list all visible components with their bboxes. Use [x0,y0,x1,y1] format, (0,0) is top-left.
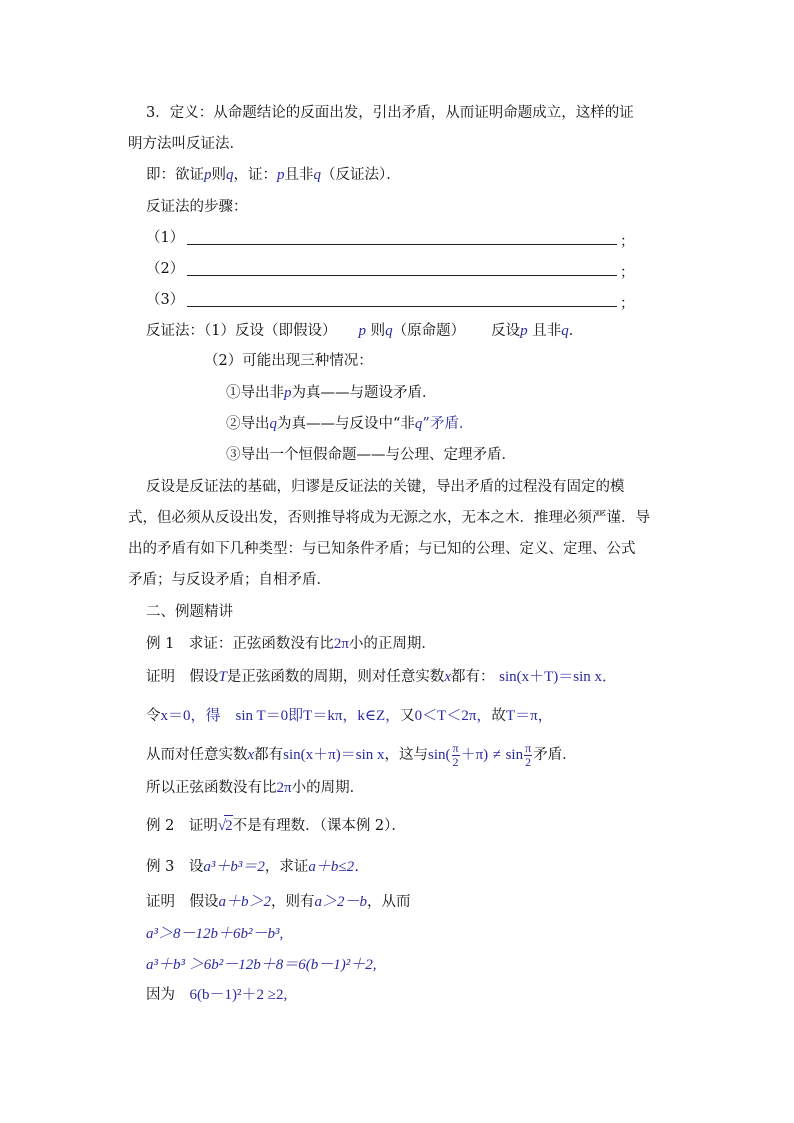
definition-line-3: 即：欲证p则q，证：p且非q（反证法）． [146,167,401,183]
step-1-semicolon: ； [620,234,635,250]
step-3-label: （3） [146,292,185,308]
proof-1-line-3: 从而对任意实数x都有sin(x＋π)＝sin x，这与sin( $\frac{\pi}{2}$ ＋π) ≠ sin $\frac{\pi}{2}$ 矛盾． [146,740,577,769]
step-2-blank [187,275,617,276]
example-1: 例 1 求证：正弦函数没有比2π小的正周期． [146,636,436,652]
case-1: ①导出非p为真——与题设矛盾． [226,385,437,401]
case-2: ②导出q为真——与反设中“非q”矛盾． [226,416,474,432]
proof-3-line-4: 因为 6(b－1)²＋2 ≥2, [146,987,288,1003]
proof-3-line-3: a³＋b³ ＞6b²－12b＋8＝6(b－1)²＋2, [146,957,377,973]
definition-line-2: 明方法叫反证法． [128,136,244,152]
fraction-pi-over-2: $\frac{\pi}{2}$ [452,740,459,769]
section-heading: 二、例题精讲 [146,604,233,620]
step-1-label: （1） [146,230,185,246]
step-1-blank [187,244,617,245]
conclusion-1: 所以正弦函数没有比2π小的周期． [146,780,365,796]
step-2-label: （2） [146,261,185,277]
paragraph-line-3: 出的矛盾有如下几种类型：与已知条件矛盾；与已知的公理、定义、定理、公式 [128,541,636,557]
example-2: 例 2 证明√2不是有理数．（课本例 2）． [146,815,406,836]
paragraph-line-1: 反设是反证法的基础，归谬是反证法的关键，导出矛盾的过程没有固定的模 [146,479,625,495]
fraction-pi-over-2: $\frac{\pi}{2}$ [525,740,532,769]
case-3: ③导出一个恒假命题——与公理、定理矛盾． [226,447,516,463]
steps-title: 反证法的步骤： [146,199,248,215]
definition-line-1: 3．定义：从命题结论的反面出发，引出矛盾，从而证明命题成立，这样的证 [146,105,634,121]
cases-title: （2）可能出现三种情况： [204,353,373,369]
proof-1-line-2: 令x＝0，得 sin T＝0即T＝kπ，k∈Z，又0＜T＜2π，故T＝π， [146,708,553,724]
paragraph-line-4: 矛盾；与反设矛盾；自相矛盾． [128,572,331,588]
method-line: 反证法：（1）反设（即假设） p 则q（原命题） 反设p 且非q． [146,323,584,339]
proof-1-line-1: 证明 假设T是正弦函数的周期，则对任意实数x都有： sin(x＋T)＝sin x． [146,669,618,685]
step-2-semicolon: ； [620,265,635,281]
proof-3-line-1: 证明 假设a＋b＞2，则有a＞2－b，从而 [146,894,411,910]
step-3-blank [187,306,617,307]
paragraph-line-2: 式，但必须从反设出发，否则推导将成为无源之水，无本之木．推理必须严谨．导 [128,510,650,526]
proof-3-line-2: a³＞8－12b＋6b²－b³, [146,926,284,942]
step-3-semicolon: ； [620,296,635,312]
example-3: 例 3 设a³＋b³＝2，求证a＋b≤2． [146,859,370,875]
